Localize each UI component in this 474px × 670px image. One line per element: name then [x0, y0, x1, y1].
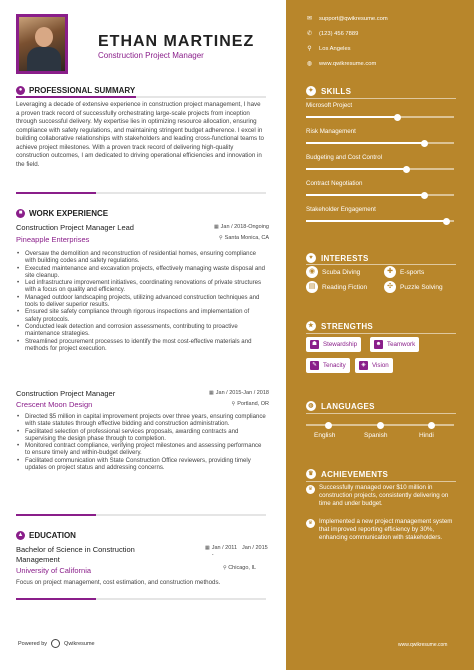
languages-heading: [306, 401, 375, 411]
job-dates: Jan / 2018-Ongoing: [220, 224, 269, 230]
stewardship-icon: ☗: [310, 340, 319, 349]
achievements-title: ACHIEVEMENTS: [321, 469, 389, 479]
skill-label: Contract Negotiation: [306, 180, 363, 187]
list-item: • Monitored contract compliance, verifying project milestones and assessing performance to ensure timely and within-budget delivery.: [22, 442, 266, 457]
job-title: Construction Project Manager: [16, 389, 116, 398]
job-dates: Jan / 2015-Jan / 2018: [215, 390, 269, 396]
trophy-icon: ♛: [306, 485, 315, 494]
language-knob-hindi: [428, 422, 435, 429]
experience-title: WORK EXPERIENCE: [29, 209, 109, 218]
skill-level-knob: [403, 166, 410, 173]
interest-item: [384, 266, 424, 278]
skill-level-bar: [306, 168, 454, 170]
interest-item: [306, 266, 360, 278]
contact-phone[interactable]: [306, 30, 358, 37]
job-meta: [185, 388, 269, 410]
strength-pill: [306, 337, 361, 352]
strength-pill: [306, 358, 350, 373]
brand-name[interactable]: Qwikresume: [64, 640, 95, 647]
skill-level-bar: [306, 220, 454, 222]
list-item: • Oversaw the demolition and reconstruction of residential homes, ensuring compliance with building codes and safety regulations.: [22, 250, 266, 265]
interest-label: Puzzle Solving: [400, 283, 443, 291]
trophy-icon: ♛: [306, 519, 315, 528]
globe-icon: ◍: [306, 61, 313, 67]
section-divider: [16, 192, 266, 194]
language-label: English: [314, 432, 336, 439]
website-text: www.qwikresume.com: [319, 60, 377, 67]
job-location: Portland, OR: [237, 401, 269, 407]
user-icon: ●: [16, 86, 25, 95]
list-item: • Managed outdoor landscaping projects, utilizing advanced construction techniques and tools to deliver superior results.: [22, 294, 266, 309]
list-item: • Ensured site safety compliance through rigorous inspections and implementation of safety protocols.: [22, 308, 266, 323]
list-item: • Facilitated communication with State Construction Office reviewers, providing timely updates on project status and addressing concerns.: [22, 457, 266, 472]
list-item: • Directed $5 million in capital improvement projects over three years, ensuring compliance with state statutes through effective bidding and construction administration.: [22, 413, 266, 428]
education-location-row: [223, 565, 256, 571]
education-dates: [205, 545, 268, 559]
skill-level-bar: [306, 116, 454, 118]
education-school: University of California: [16, 566, 92, 575]
gamepad-icon: ✚: [384, 266, 396, 278]
languages-divider: [306, 413, 456, 414]
language-label: Hindi: [419, 432, 434, 439]
contact-website[interactable]: [306, 60, 376, 67]
list-item: • Streamlined procurement processes to identify the most cost-effective materials and methods for project execution.: [22, 338, 266, 353]
strengths-divider: [306, 333, 456, 334]
summary-heading: [16, 86, 135, 95]
skill-level-bar: [306, 142, 454, 144]
education-location: Chicago, IL: [228, 565, 257, 571]
skill-level-bar: [306, 194, 454, 196]
education-date-to: Jan / 2015: [242, 545, 268, 551]
strength-label: Vision: [372, 362, 389, 369]
pin-icon: ⚲: [219, 235, 223, 241]
language-knob-spanish: [377, 422, 384, 429]
phone-text: (123) 456 7889: [319, 30, 359, 37]
skill-label: Budgeting and Cost Control: [306, 154, 383, 161]
candidate-role: Construction Project Manager: [98, 51, 204, 60]
skills-title: SKILLS: [321, 86, 352, 96]
strength-pill: [355, 358, 393, 373]
site-footer[interactable]: www.qwikresume.com: [398, 642, 448, 648]
education-date-from: Jan / 2011: [211, 545, 238, 551]
achievement-text: Implemented a new project management system that improved reporting efficiency by 30%, enhancing communication with stakeholders.: [319, 518, 453, 541]
list-item: • Conducted leak detection and corrosion assessments, contributing to proactive maintenance strategies.: [22, 323, 266, 338]
email-icon: ✉: [306, 16, 313, 22]
education-description: Focus on project management, cost estimation, and construction methods.: [16, 579, 221, 586]
skill-level-fill: [306, 220, 447, 222]
strength-pill: [370, 337, 419, 352]
summary-divider: [16, 96, 266, 98]
skill-level-fill: [306, 168, 407, 170]
vision-icon: ◈: [359, 361, 368, 370]
interest-label: Reading Fiction: [322, 283, 368, 291]
skill-level-knob: [421, 140, 428, 147]
briefcase-icon: ■: [16, 209, 25, 218]
job-bullets: [16, 250, 266, 352]
languages-title: LANGUAGES: [321, 401, 375, 411]
phone-icon: ✆: [306, 31, 313, 37]
skill-level-fill: [306, 194, 424, 196]
language-label: Spanish: [364, 432, 388, 439]
teamwork-icon: ☻: [375, 341, 382, 347]
job-company: Pineapple Enterprises: [16, 235, 90, 244]
section-divider: [16, 514, 266, 516]
summary-text: Leveraging a decade of extensive experience in construction project management, I have a proven track record of successfully orchestrating large-scale projects from inception through successful delivery. My expertise lies in optimizing resource allocation, ensuring compliance with safety regulations, and maintaining stringent budget adherence. I excel in building collaborative relationships with stakeholders and leading cross-functional teams to achieve project milestones. With a proven track record of delivering high-quality construction outcomes, I am dedicated to driving operational efficiencies and innovation in the field.: [16, 101, 264, 168]
email-text: support@qwikresume.com: [319, 15, 388, 22]
list-item: • Facilitated selection of professional services proposals, awarding contracts and supervising the design phase through to completion.: [22, 428, 266, 443]
star-icon: ★: [306, 321, 316, 331]
skills-divider: [306, 98, 456, 99]
gear-icon: ✦: [306, 86, 316, 96]
interests-title: INTERESTS: [321, 253, 369, 263]
job-meta: [185, 222, 269, 244]
education-title: EDUCATION: [29, 531, 76, 540]
strength-label: Teamwork: [387, 341, 416, 348]
sidebar: [286, 0, 474, 670]
candidate-name: ETHAN MARTINEZ: [98, 33, 255, 50]
skill-label: Stakeholder Engagement: [306, 206, 376, 213]
education-degree: Bachelor of Science in Construction Management: [16, 545, 135, 564]
list-item: • Led infrastructure improvement initiatives, coordinating renovations of private structures with a focus on quality and efficiency.: [22, 279, 266, 294]
pin-icon: ⚲: [223, 565, 227, 571]
location-text: Los Angeles: [319, 45, 351, 52]
qwikresume-logo-icon: [51, 639, 60, 648]
list-item: • Executed maintenance and excavation projects, effectively managing waste disposal and site cleanup.: [22, 265, 266, 280]
book-icon: ▤: [306, 281, 318, 293]
interest-item: [306, 281, 367, 293]
language-track: [306, 424, 454, 426]
achievement-item: [306, 518, 461, 542]
skill-level-fill: [306, 116, 398, 118]
job-bullets: [16, 413, 266, 471]
achievements-divider: [306, 481, 456, 482]
skill-level-knob: [421, 192, 428, 199]
pin-icon: ⚲: [231, 401, 236, 407]
job-location: Santa Monica, CA: [224, 235, 269, 241]
achievements-heading: [306, 469, 388, 479]
summary-title: PROFESSIONAL SUMMARY: [29, 86, 136, 95]
contact-email[interactable]: [306, 15, 388, 22]
achievement-item: [306, 484, 461, 508]
pin-icon: ⚲: [307, 46, 312, 52]
achievement-text: Successfully managed over $10 million in construction projects, consistently delivering on time and under budget.: [319, 484, 449, 507]
profile-photo: [16, 14, 68, 74]
education-date-sep: -: [211, 552, 214, 558]
skill-label: Risk Management: [306, 128, 356, 135]
strength-label: Stewardship: [323, 341, 358, 348]
tenacity-icon: ✎: [310, 361, 319, 370]
section-divider: [16, 598, 266, 600]
strength-label: Tenacity: [323, 362, 346, 369]
job-title: Construction Project Manager Lead: [16, 223, 134, 232]
scuba-icon: ◉: [306, 266, 318, 278]
experience-heading: [16, 209, 108, 218]
education-heading: [16, 531, 76, 540]
interest-label: E-sports: [400, 268, 425, 276]
language-knob-english: [325, 422, 332, 429]
interests-divider: [306, 264, 456, 265]
calendar-icon: ▦: [209, 390, 214, 396]
skill-level-fill: [306, 142, 424, 144]
globe-icon: ◍: [306, 401, 316, 411]
job-company: Crescent Moon Design: [16, 400, 93, 409]
puzzle-icon: ✣: [384, 281, 396, 293]
powered-by-footer: [18, 639, 95, 648]
strengths-heading: [306, 321, 373, 331]
calendar-icon: ▦: [213, 224, 219, 230]
interest-item: [384, 281, 443, 293]
strengths-title: STRENGTHS: [321, 321, 374, 331]
calendar-icon: ▦: [205, 545, 210, 551]
trophy-icon: ♛: [306, 469, 316, 479]
heart-icon: ♥: [306, 253, 316, 263]
skills-heading: [306, 86, 351, 96]
skill-level-knob: [443, 218, 450, 225]
interest-label: Scuba Diving: [322, 268, 361, 276]
skill-level-knob: [394, 114, 401, 121]
contact-location: [306, 45, 351, 52]
powered-by-label: Powered by: [18, 640, 48, 647]
graduation-cap-icon: ▲: [17, 532, 24, 538]
interests-heading: [306, 253, 369, 263]
skill-label: Microsoft Project: [306, 102, 353, 109]
